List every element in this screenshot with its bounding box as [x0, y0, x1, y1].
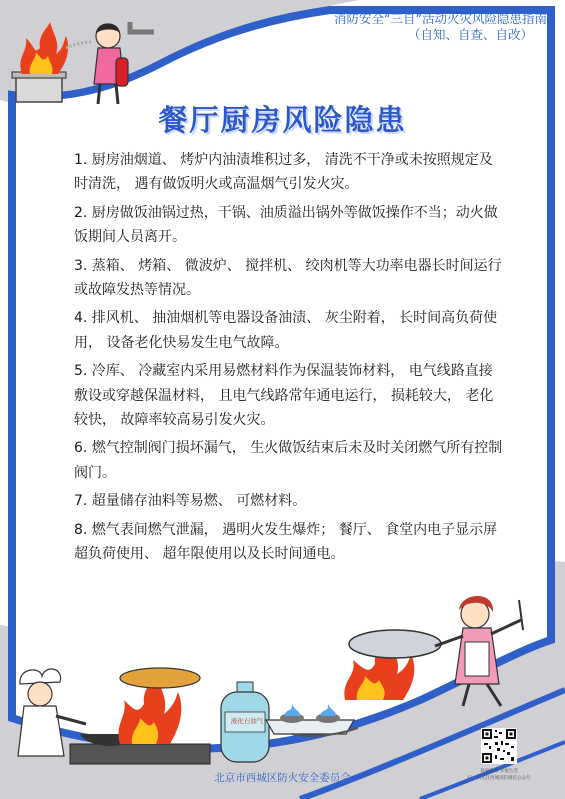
gas-cylinder-label: 液化石油气 [230, 717, 264, 725]
hazard-item: 7. 超量储存油料等易燃、 可燃材料。 [74, 493, 307, 510]
header-title-line1: 消防安全“三自”活动火灾风险隐患指南 [334, 11, 547, 26]
gas-stove [262, 700, 358, 740]
hazard-item: 6. 燃气控制阀门损坏漏气， 生火做饭结束后未及时关闭燃气所有控制阀门。 [74, 440, 503, 481]
main-title: 餐厅厨房风险隐患 [158, 103, 407, 137]
wechat-qr-code[interactable] [481, 728, 517, 764]
extinguisher-illustration [8, 18, 158, 110]
header-title-line2: （自知、自查、自改） [407, 27, 533, 42]
slogan-line2: 扫一扫关注西城消防微信公众号 [467, 776, 531, 781]
hazard-item: 1. 厨房油烟道、 烤炉内油渍堆积过多， 清洗不干净或未按照规定及时清洗， 遇有做饭明火或高温烟气引发火灾。 [74, 152, 493, 193]
chef-illustration [10, 660, 220, 768]
hazard-list [74, 148, 506, 571]
header-title [217, 11, 547, 43]
hazard-item: 8. 燃气表间燃气泄漏， 遇明火发生爆炸； 餐厅、 食堂内电子显示屏超负荷使用、 超年限使用以及长时间通电。 [74, 521, 498, 563]
hazard-item: 5. 冷库、 冷藏室内采用易燃材料作为保温装饰材料， 电气线路直接敷设或穿越保温材料， 且电气线路常年通电运行， 损耗较大， 老化较快， 故障率较高易引发火灾。 [74, 363, 494, 429]
footer-organization: 北京市西城区防火安全委员会 [214, 772, 351, 784]
panicking-cook-illustration [335, 590, 535, 710]
hazard-item: 4. 排风机、 抽油烟机等电器设备油渍、 灰尘附着， 长时间高负荷使用， 设备老化快易发生电气故障。 [74, 310, 498, 351]
hazard-item: 2. 厨房做饭油锅过热，干锅、油质溢出锅外等做饭操作不当；动火做饭期间人员离开。 [74, 204, 498, 246]
slogan-line1: 珍爱生命 幸福生活 [480, 769, 518, 774]
hazard-item: 3. 蒸箱、 烤箱、 微波炉、 搅拌机、 绞肉机等大功率电器长时间运行或故障发热等情况。 [74, 257, 502, 299]
